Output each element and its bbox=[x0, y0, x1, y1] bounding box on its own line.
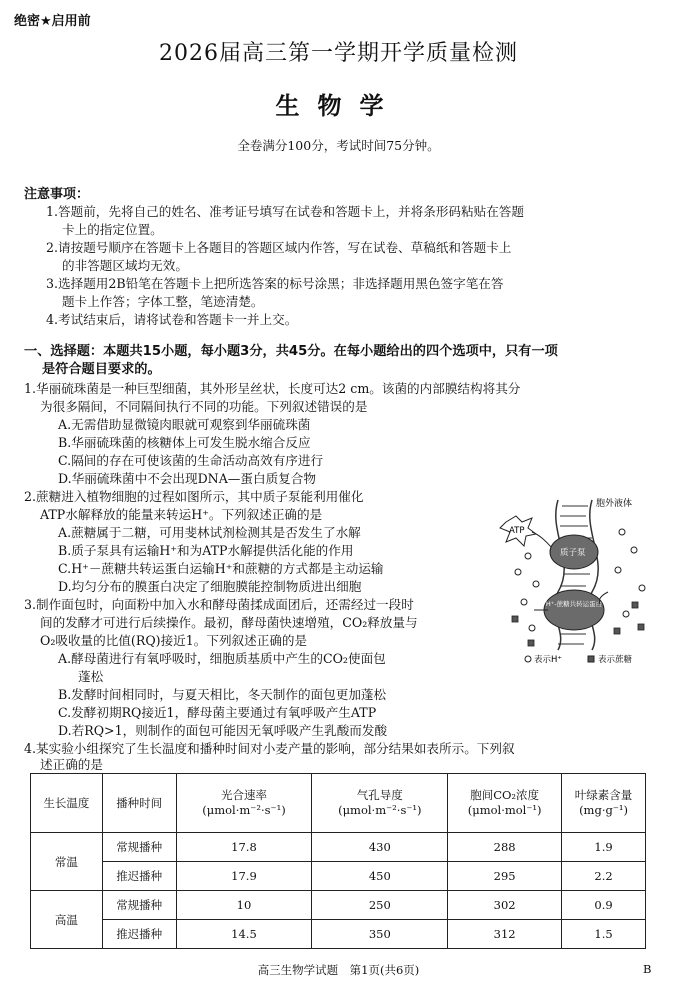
notice-heading: 注意事项： bbox=[24, 187, 90, 202]
legend-proton-icon bbox=[525, 656, 531, 662]
legend-sucrose-label: 表示蔗糖 bbox=[598, 655, 633, 665]
co2-cell: 302 bbox=[448, 891, 562, 920]
q2-option-a: A.蔗糖属于二糖，可用斐林试剂检测其是否发生了水解 bbox=[58, 525, 361, 540]
legend-sucrose-icon bbox=[588, 656, 594, 662]
score-time-line: 全卷满分100分，考试时间75分钟。 bbox=[237, 138, 440, 153]
atp-burst bbox=[500, 516, 536, 546]
notice-line: 4.考试结束后，请将试卷和答题卡一并上交。 bbox=[46, 312, 298, 327]
table-row bbox=[31, 920, 646, 949]
q4-stem-line1: 4.某实验小组探究了生长温度和播种时间对小麦产量的影响，部分结果如表所示。下列叙 bbox=[24, 741, 515, 756]
cotransporter-label: H⁺-蔗糖共转运蛋白 bbox=[545, 600, 603, 608]
subject-title: 生物学 bbox=[275, 92, 402, 120]
sow-cell: 推迟播种 bbox=[102, 862, 176, 891]
q1-option-d: D.华丽硫珠菌中不会出现DNA—蛋白质复合物 bbox=[58, 471, 316, 486]
section-heading-line2: 是符合题目要求的。 bbox=[42, 362, 161, 377]
co2-cell: 295 bbox=[448, 862, 562, 891]
proton-pump-label: 质子泵 bbox=[560, 548, 586, 558]
q1-option-b: B.华丽硫珠菌的核糖体上可发生脱水缩合反应 bbox=[58, 435, 311, 450]
q3-option-b: B.发酵时间相同时，与夏天相比，冬天制作的面包更加蓬松 bbox=[58, 687, 387, 702]
notice-line: 1.答题前，先将自己的姓名、准考证号填写在试卷和答题卡上，并将条形码粘贴在答题 bbox=[46, 204, 524, 219]
header-stomata-unit: (μmol·m⁻²·s⁻¹) bbox=[338, 803, 422, 817]
sow-cell: 常规播种 bbox=[102, 891, 176, 920]
notice-line: 2.请按题号顺序在答题卡上各题目的答题区域内作答，写在试卷、草稿纸和答题卡上 bbox=[46, 240, 512, 255]
co2-cell: 312 bbox=[448, 920, 562, 949]
header-stomata bbox=[312, 774, 448, 833]
q3-option-a-cont: 蓬松 bbox=[78, 669, 104, 684]
temp-normal-cell: 常温 bbox=[31, 833, 103, 891]
q3-option-c: C.发酵初期RQ接近1，酵母菌主要通过有氧呼吸产生ATP bbox=[58, 705, 377, 720]
sucrose-transport-figure bbox=[488, 492, 664, 668]
stomata-cell: 250 bbox=[312, 891, 448, 920]
paper-version-letter: B bbox=[643, 962, 652, 976]
table-header-row bbox=[31, 774, 646, 833]
proton-pump bbox=[550, 535, 598, 569]
photo-cell: 17.9 bbox=[176, 862, 312, 891]
header-photo-unit: (μmol·m⁻²·s⁻¹) bbox=[202, 803, 286, 817]
sow-cell: 推迟播种 bbox=[102, 920, 176, 949]
header-photo bbox=[176, 774, 312, 833]
header-chl-label: 叶绿素含量 bbox=[574, 788, 633, 802]
q2-option-c: C.H⁺－蔗糖共转运蛋白运输H⁺和蔗糖的方式都是主动运输 bbox=[58, 561, 384, 576]
header-co2 bbox=[448, 774, 562, 833]
chl-cell: 1.5 bbox=[562, 920, 646, 949]
stomata-cell: 430 bbox=[312, 833, 448, 862]
q3-option-d: D.若RQ>1，则制作的面包可能因无氧呼吸产生乳酸而发酸 bbox=[58, 723, 388, 738]
header-co2-unit: (μmol·mol⁻¹) bbox=[467, 803, 542, 817]
q2-stem-line1: 2.蔗糖进入植物细胞的过程如图所示，其中质子泵能利用催化 bbox=[24, 489, 364, 504]
header-sow: 播种时间 bbox=[102, 774, 176, 833]
section-heading-line1: 一、选择题：本题共15小题，每小题3分，共45分。在每小题给出的四个选项中，只有一项 bbox=[24, 344, 558, 359]
legend-proton-label: 表示H⁺ bbox=[534, 655, 562, 665]
notice-line: 题卡上作答；字体工整，笔迹清楚。 bbox=[62, 294, 264, 309]
q3-stem-line2: 间的发酵才可进行后续操作。最初，酵母菌快速增殖，CO₂释放量与 bbox=[40, 615, 418, 630]
atp-label: ATP bbox=[509, 526, 525, 536]
co2-cell: 288 bbox=[448, 833, 562, 862]
q3-option-a: A.酵母菌进行有氧呼吸时，细胞质基质中产生的CO₂使面包 bbox=[58, 651, 386, 666]
header-chl-unit: (mg·g⁻¹) bbox=[579, 803, 628, 817]
q1-stem-line1: 1.华丽硫珠菌是一种巨型细菌，其外形呈丝状，长度可达2 cm。该菌的内部膜结构将其分 bbox=[24, 381, 521, 396]
notice-line: 3.选择题用2B铅笔在答题卡上把所选答案的标号涂黑；非选择题用黑色签字笔在答 bbox=[46, 276, 504, 291]
q1-option-a: A.无需借助显微镜肉眼就可观察到华丽硫珠菌 bbox=[58, 417, 311, 432]
section-heading bbox=[24, 343, 558, 379]
notice-line: 卡上的指定位置。 bbox=[62, 222, 163, 237]
q4-stem-line2: 述正确的是 bbox=[40, 757, 103, 772]
exam-title: 2026届高三第一学期开学质量检测 bbox=[159, 41, 518, 66]
header-co2-label: 胞间CO₂浓度 bbox=[470, 788, 540, 802]
notice-line: 的非答题区域均无效。 bbox=[62, 258, 188, 273]
chl-cell: 2.2 bbox=[562, 862, 646, 891]
stomata-cell: 350 bbox=[312, 920, 448, 949]
header-stomata-label: 气孔导度 bbox=[356, 788, 403, 802]
chl-cell: 0.9 bbox=[562, 891, 646, 920]
photo-cell: 17.8 bbox=[176, 833, 312, 862]
temp-high-cell: 高温 bbox=[31, 891, 103, 949]
page-footer: 高三生物学试题 第1页(共6页) bbox=[257, 963, 420, 977]
cotransporter bbox=[544, 590, 604, 630]
outside-fluid-label: 胞外液体 bbox=[596, 499, 633, 509]
q2-option-b: B.质子泵具有运输H⁺和为ATP水解提供活化能的作用 bbox=[58, 543, 354, 558]
q2-stem-line2: ATP水解释放的能量来转运H⁺。下列叙述正确的是 bbox=[40, 507, 323, 522]
header-temp: 生长温度 bbox=[31, 774, 103, 833]
q3-stem-line1: 3.制作面包时，向面粉中加入水和酵母菌揉成面团后，还需经过一段时 bbox=[24, 597, 414, 612]
wheat-data-table bbox=[30, 773, 646, 949]
photo-cell: 14.5 bbox=[176, 920, 312, 949]
table-row bbox=[31, 891, 646, 920]
q3-stem-line3: O₂吸收量的比值(RQ)接近1。下列叙述正确的是 bbox=[40, 633, 308, 648]
confidential-label: 绝密★启用前 bbox=[14, 14, 91, 29]
q2-option-d: D.均匀分布的膜蛋白决定了细胞膜能控制物质进出细胞 bbox=[58, 579, 362, 594]
photo-cell: 10 bbox=[176, 891, 312, 920]
table-row bbox=[31, 862, 646, 891]
stomata-cell: 450 bbox=[312, 862, 448, 891]
header-chl bbox=[562, 774, 646, 833]
q1-stem-line2: 为很多隔间，不同隔间执行不同的功能。下列叙述错误的是 bbox=[40, 399, 368, 414]
sow-cell: 常规播种 bbox=[102, 833, 176, 862]
chl-cell: 1.9 bbox=[562, 833, 646, 862]
header-photo-label: 光合速率 bbox=[220, 788, 267, 802]
table-row bbox=[31, 833, 646, 862]
q1-option-c: C.隔间的存在可使该菌的生命活动高效有序进行 bbox=[58, 453, 324, 468]
